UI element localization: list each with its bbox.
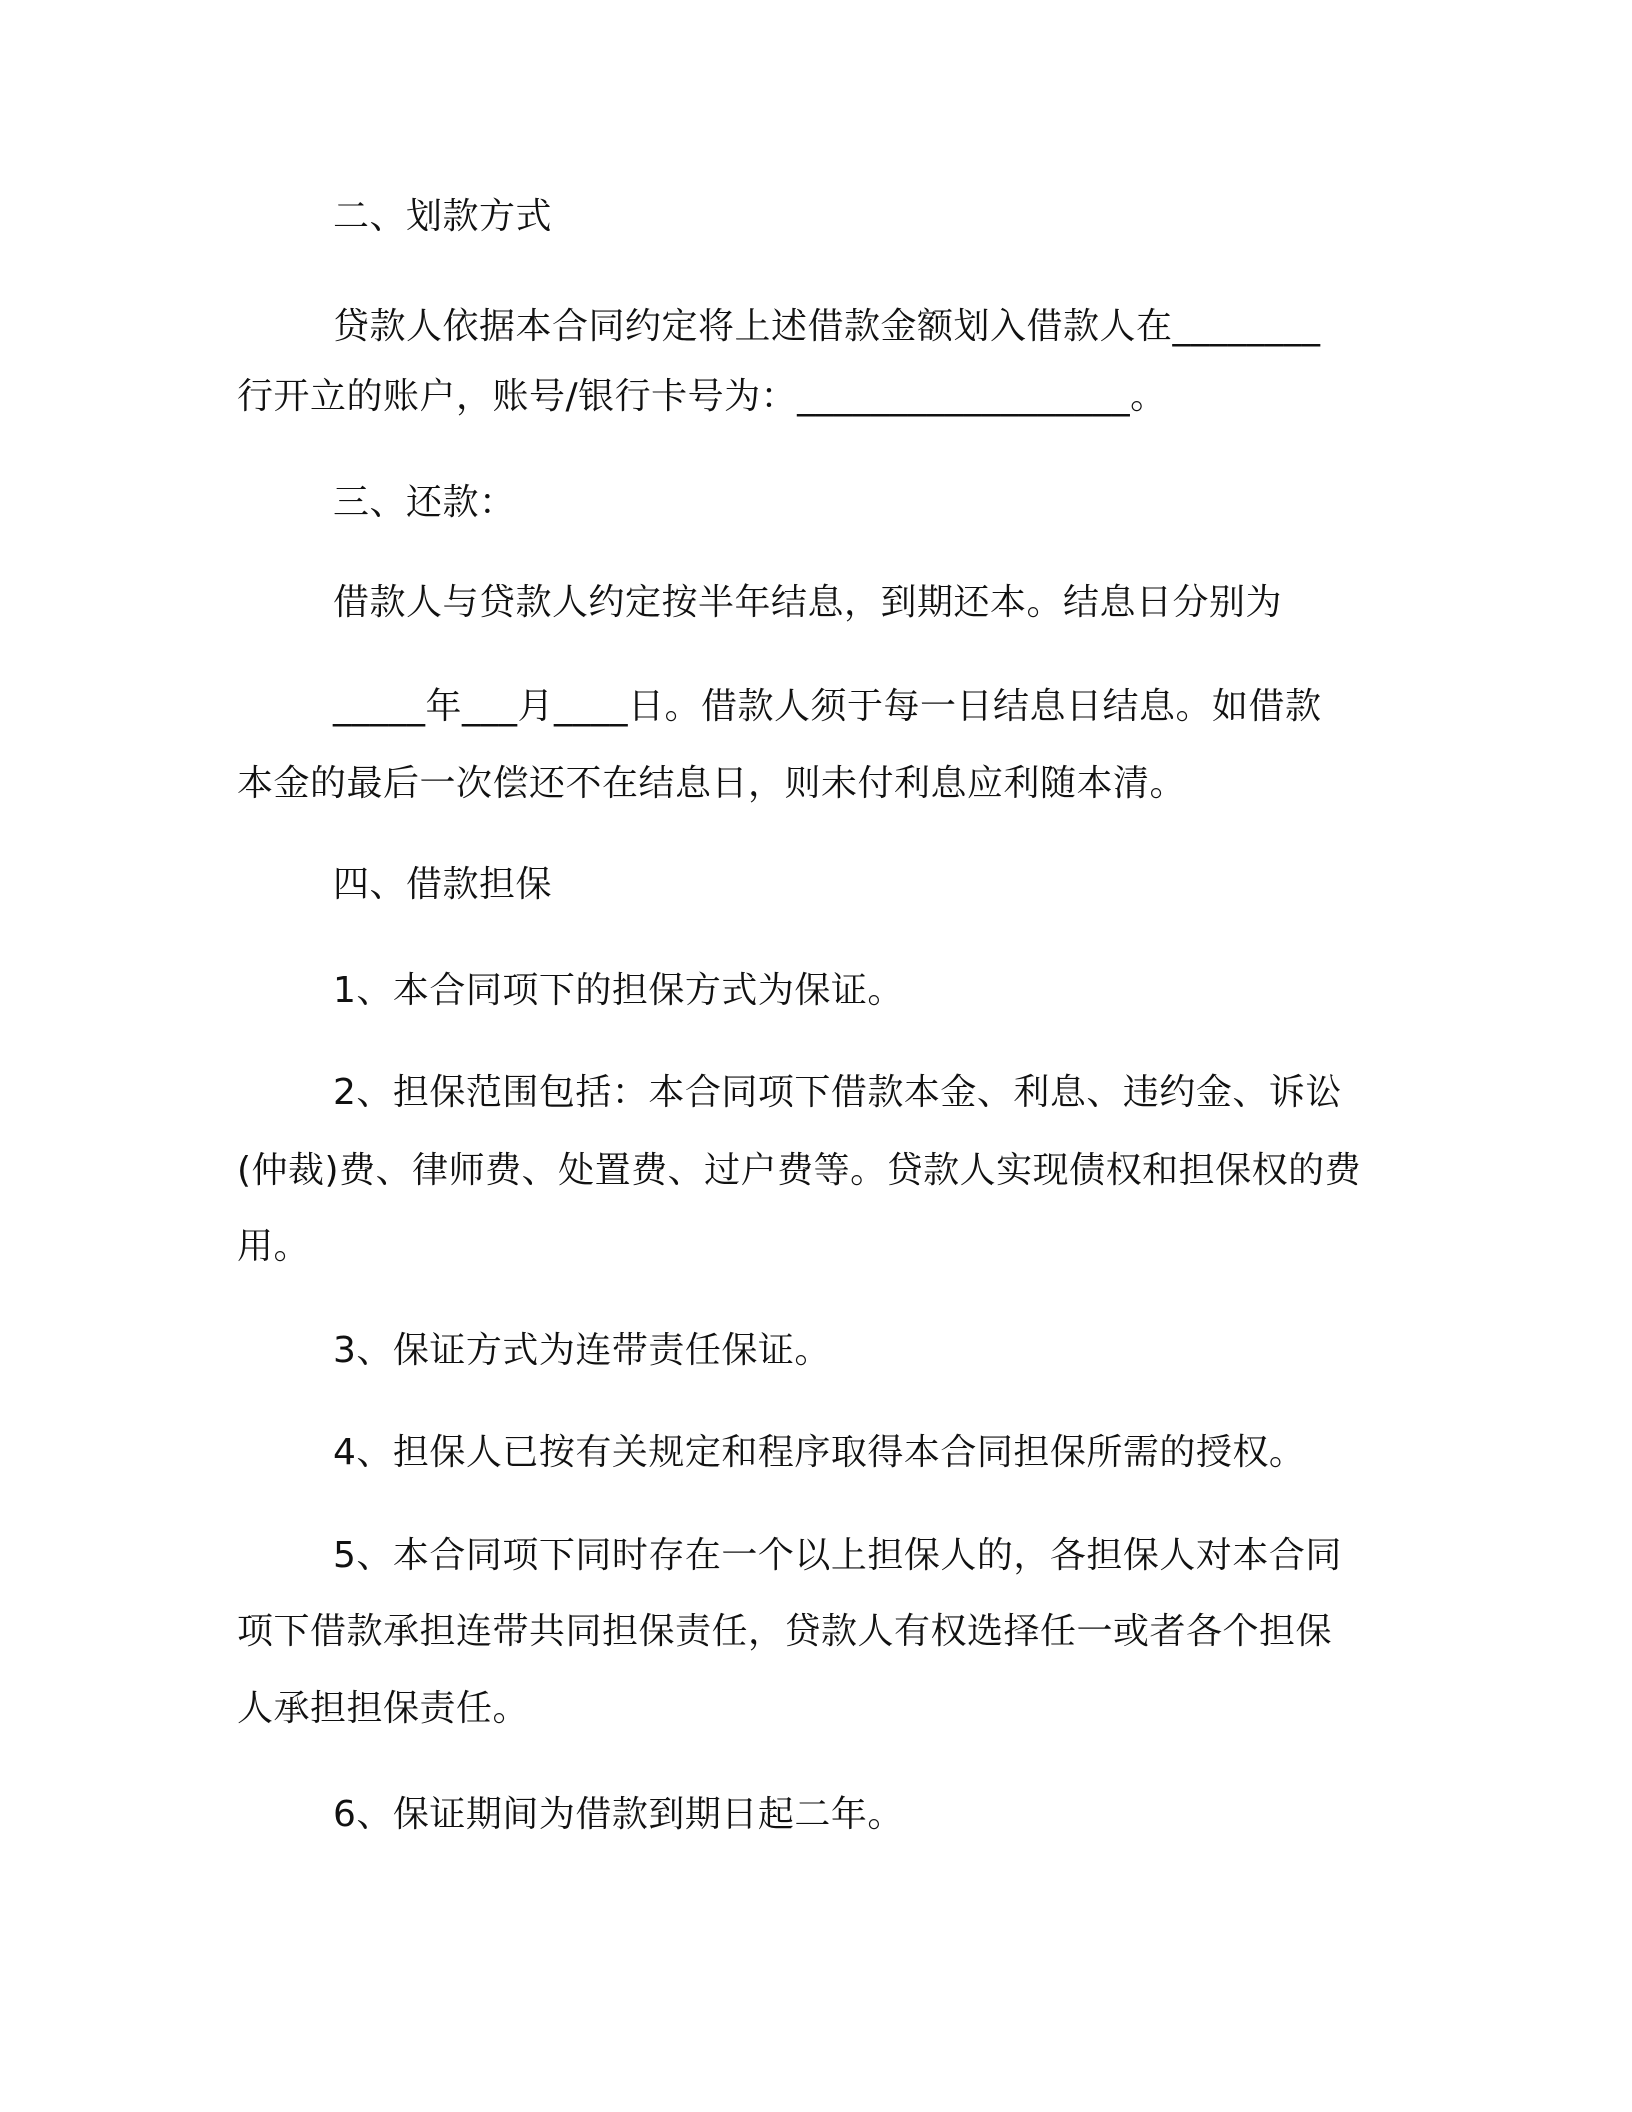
paragraph-line: _____年___月____日。借款人须于每一日结息日结息。如借款 [333, 686, 1322, 727]
section-heading-disbursement: 二、划款方式 [333, 196, 553, 237]
list-item-5-cont: 人承担担保责任。 [237, 1688, 530, 1729]
paragraph-line: 行开立的账户，账号/银行卡号为：__________________。 [237, 376, 1167, 417]
list-item-5: 5、本合同项下同时存在一个以上担保人的，各担保人对本合同 [333, 1535, 1342, 1576]
list-item-6: 6、保证期间为借款到期日起二年。 [333, 1794, 904, 1835]
list-item-4: 4、担保人已按有关规定和程序取得本合同担保所需的授权。 [333, 1432, 1306, 1473]
section-heading-guarantee: 四、借款担保 [333, 864, 553, 905]
paragraph-line: 借款人与贷款人约定按半年结息，到期还本。结息日分别为 [333, 582, 1283, 623]
list-item-2: 2、担保范围包括：本合同项下借款本金、利息、违约金、诉讼 [333, 1072, 1342, 1113]
list-item-2-cont: (仲裁)费、律师费、处置费、过户费等。贷款人实现债权和担保权的费 [237, 1150, 1362, 1191]
paragraph-line: 本金的最后一次偿还不在结息日，则未付利息应利随本清。 [237, 763, 1187, 804]
list-item-1: 1、本合同项下的担保方式为保证。 [333, 970, 904, 1011]
section-heading-repayment: 三、还款： [333, 482, 516, 523]
paragraph-line: 贷款人依据本合同约定将上述借款金额划入借款人在________ [333, 306, 1321, 347]
list-item-3: 3、保证方式为连带责任保证。 [333, 1330, 831, 1371]
list-item-2-cont: 用。 [237, 1226, 311, 1267]
list-item-5-cont: 项下借款承担连带共同担保责任，贷款人有权选择任一或者各个担保 [237, 1611, 1333, 1652]
